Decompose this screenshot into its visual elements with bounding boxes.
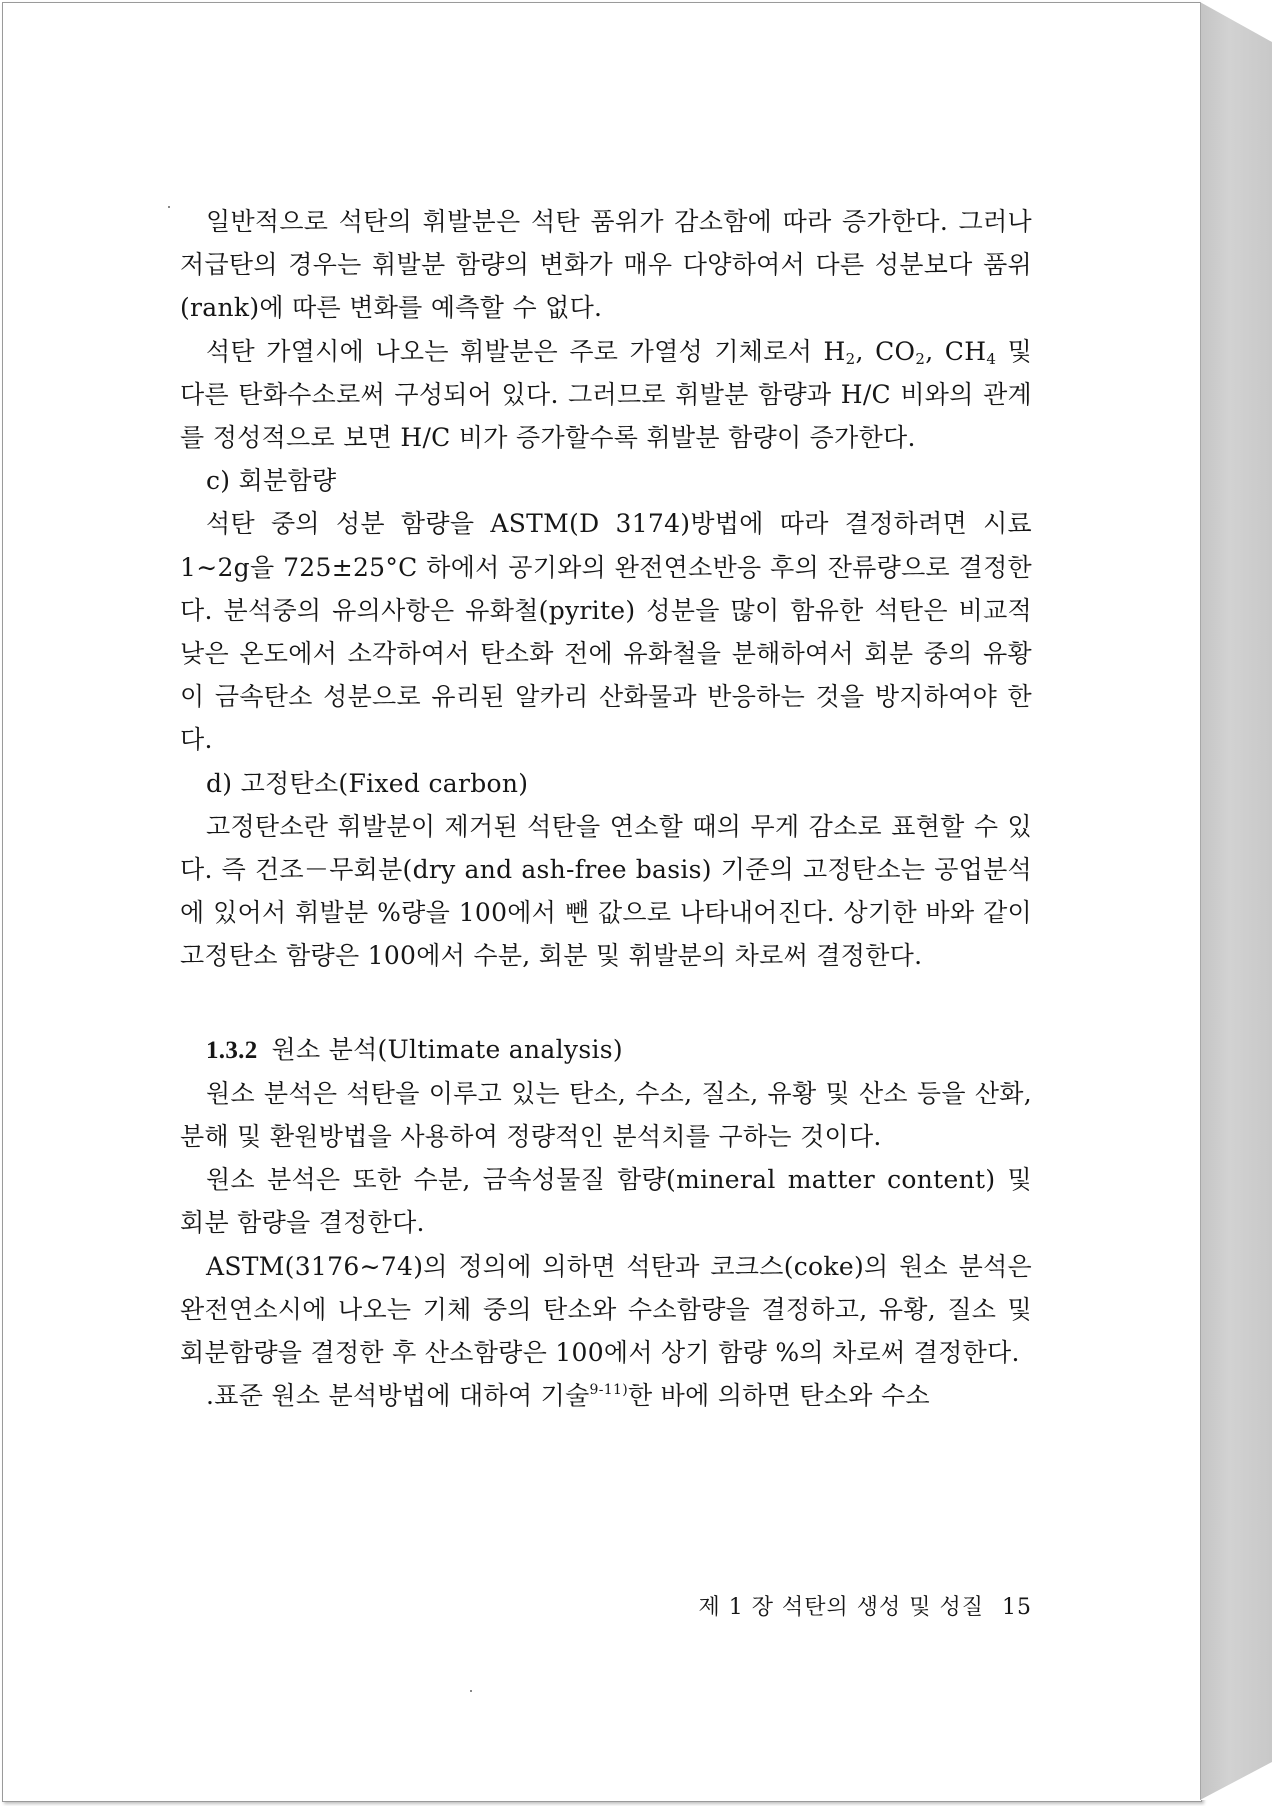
running-footer: [640, 1590, 1032, 1621]
scan-speck: [470, 1690, 472, 1692]
paragraph-ultimate-3: ASTM(3176∼74)의 정의에 의하면 석탄과 코크스(coke)의 원소 분석은 완전연소시에 나오는 기체 중의 탄소와 수소함량을 결정하고, 유황, 질소 및 회분함량을 결정한 후 산소함량은 100에서 상기 함량 %의 차로써 결정한다.: [180, 1251, 1032, 1368]
subsection-label-fixed-carbon: d) 고정탄소(Fixed carbon): [206, 768, 529, 798]
paragraph-volatile-2: 석탄 가열시에 나오는 휘발분은 주로 가열성 기체로서 $H_2$, $CO_2$, $CH_4$ 및 다른 탄화수소로써 구성되어 있다. 그러므로 휘발분 함량과 H/C 비와의 관계를 정성적으로 보면 H/C 비가 증가할수록 휘발분 함량이 증가한다.: [180, 336, 1033, 453]
page-stack-edge: [1200, 2, 1272, 1800]
paragraph-fixed-carbon: 고정탄소란 휘발분이 제거된 석탄을 연소할 때의 무게 감소로 표현할 수 있다. 즉 건조－무회분(dry and ash-free basis) 기준의 고정탄소는 공업분석에 있어서 휘발분 %량을 100에서 뺀 값으로 나타내어진다. 상기한 바와 같이 고정탄소 함량은 100에서 수분, 회분 및 휘발분의 차로써 결정한다.: [180, 811, 1032, 971]
body-text: [180, 200, 1032, 1417]
citation-ref: 9-11): [589, 1382, 628, 1399]
scan-speck: [168, 206, 170, 208]
chapter-title: 제 1 장 석탄의 생성 및 성질: [698, 1595, 984, 1620]
paragraph-ash: 석탄 중의 성분 함량을 ASTM(D 3174)방법에 따라 결정하려면 시료 1∼2g을 725±25°C 하에서 공기와의 완전연소반응 후의 잔류량으로 결정한다. 분석중의 유의사항은 유화철(pyrite) 성분을 많이 함유한 석탄은 비교적 낮은 온도에서 소각하여서 탄소화 전에 유화철을 분해하여서 회분 중의 유황이 금속탄소 성분으로 유리된 알카리 산화물과 반응하는 것을 방지하여야 한다.: [180, 509, 1032, 755]
paragraph-volatile-1: 일반적으로 석탄의 휘발분은 석탄 품위가 감소함에 따라 증가한다. 그러나 저급탄의 경우는 휘발분 함량의 변화가 매우 다양하여서 다른 성분보다 품위(rank)에 따른 변화를 예측할 수 없다.: [180, 207, 1032, 323]
subsection-label-ash: c) 회분함량: [206, 466, 337, 496]
section-title: 원소 분석(Ultimate analysis): [271, 1034, 623, 1064]
paragraph-ultimate-2: 원소 분석은 또한 수분, 금속성물질 함량(mineral matter content) 및 회분 함량을 결정한다.: [180, 1165, 1032, 1238]
section-number: 1.3.2: [206, 1036, 258, 1064]
page-number: 15: [1002, 1595, 1032, 1620]
page-stack-shading: [1200, 2, 1272, 1800]
section-heading-ultimate: [180, 1028, 1032, 1072]
paragraph-ultimate-4: .표준 원소 분석방법에 대하여 기술$^{9-11)}$한 바에 의하면 탄소와 수소: [206, 1381, 930, 1411]
paragraph-ultimate-1: 원소 분석은 석탄을 이루고 있는 탄소, 수소, 질소, 유황 및 산소 등을 산화, 분해 및 환원방법을 사용하여 정량적인 분석치를 구하는 것이다.: [180, 1078, 1032, 1152]
